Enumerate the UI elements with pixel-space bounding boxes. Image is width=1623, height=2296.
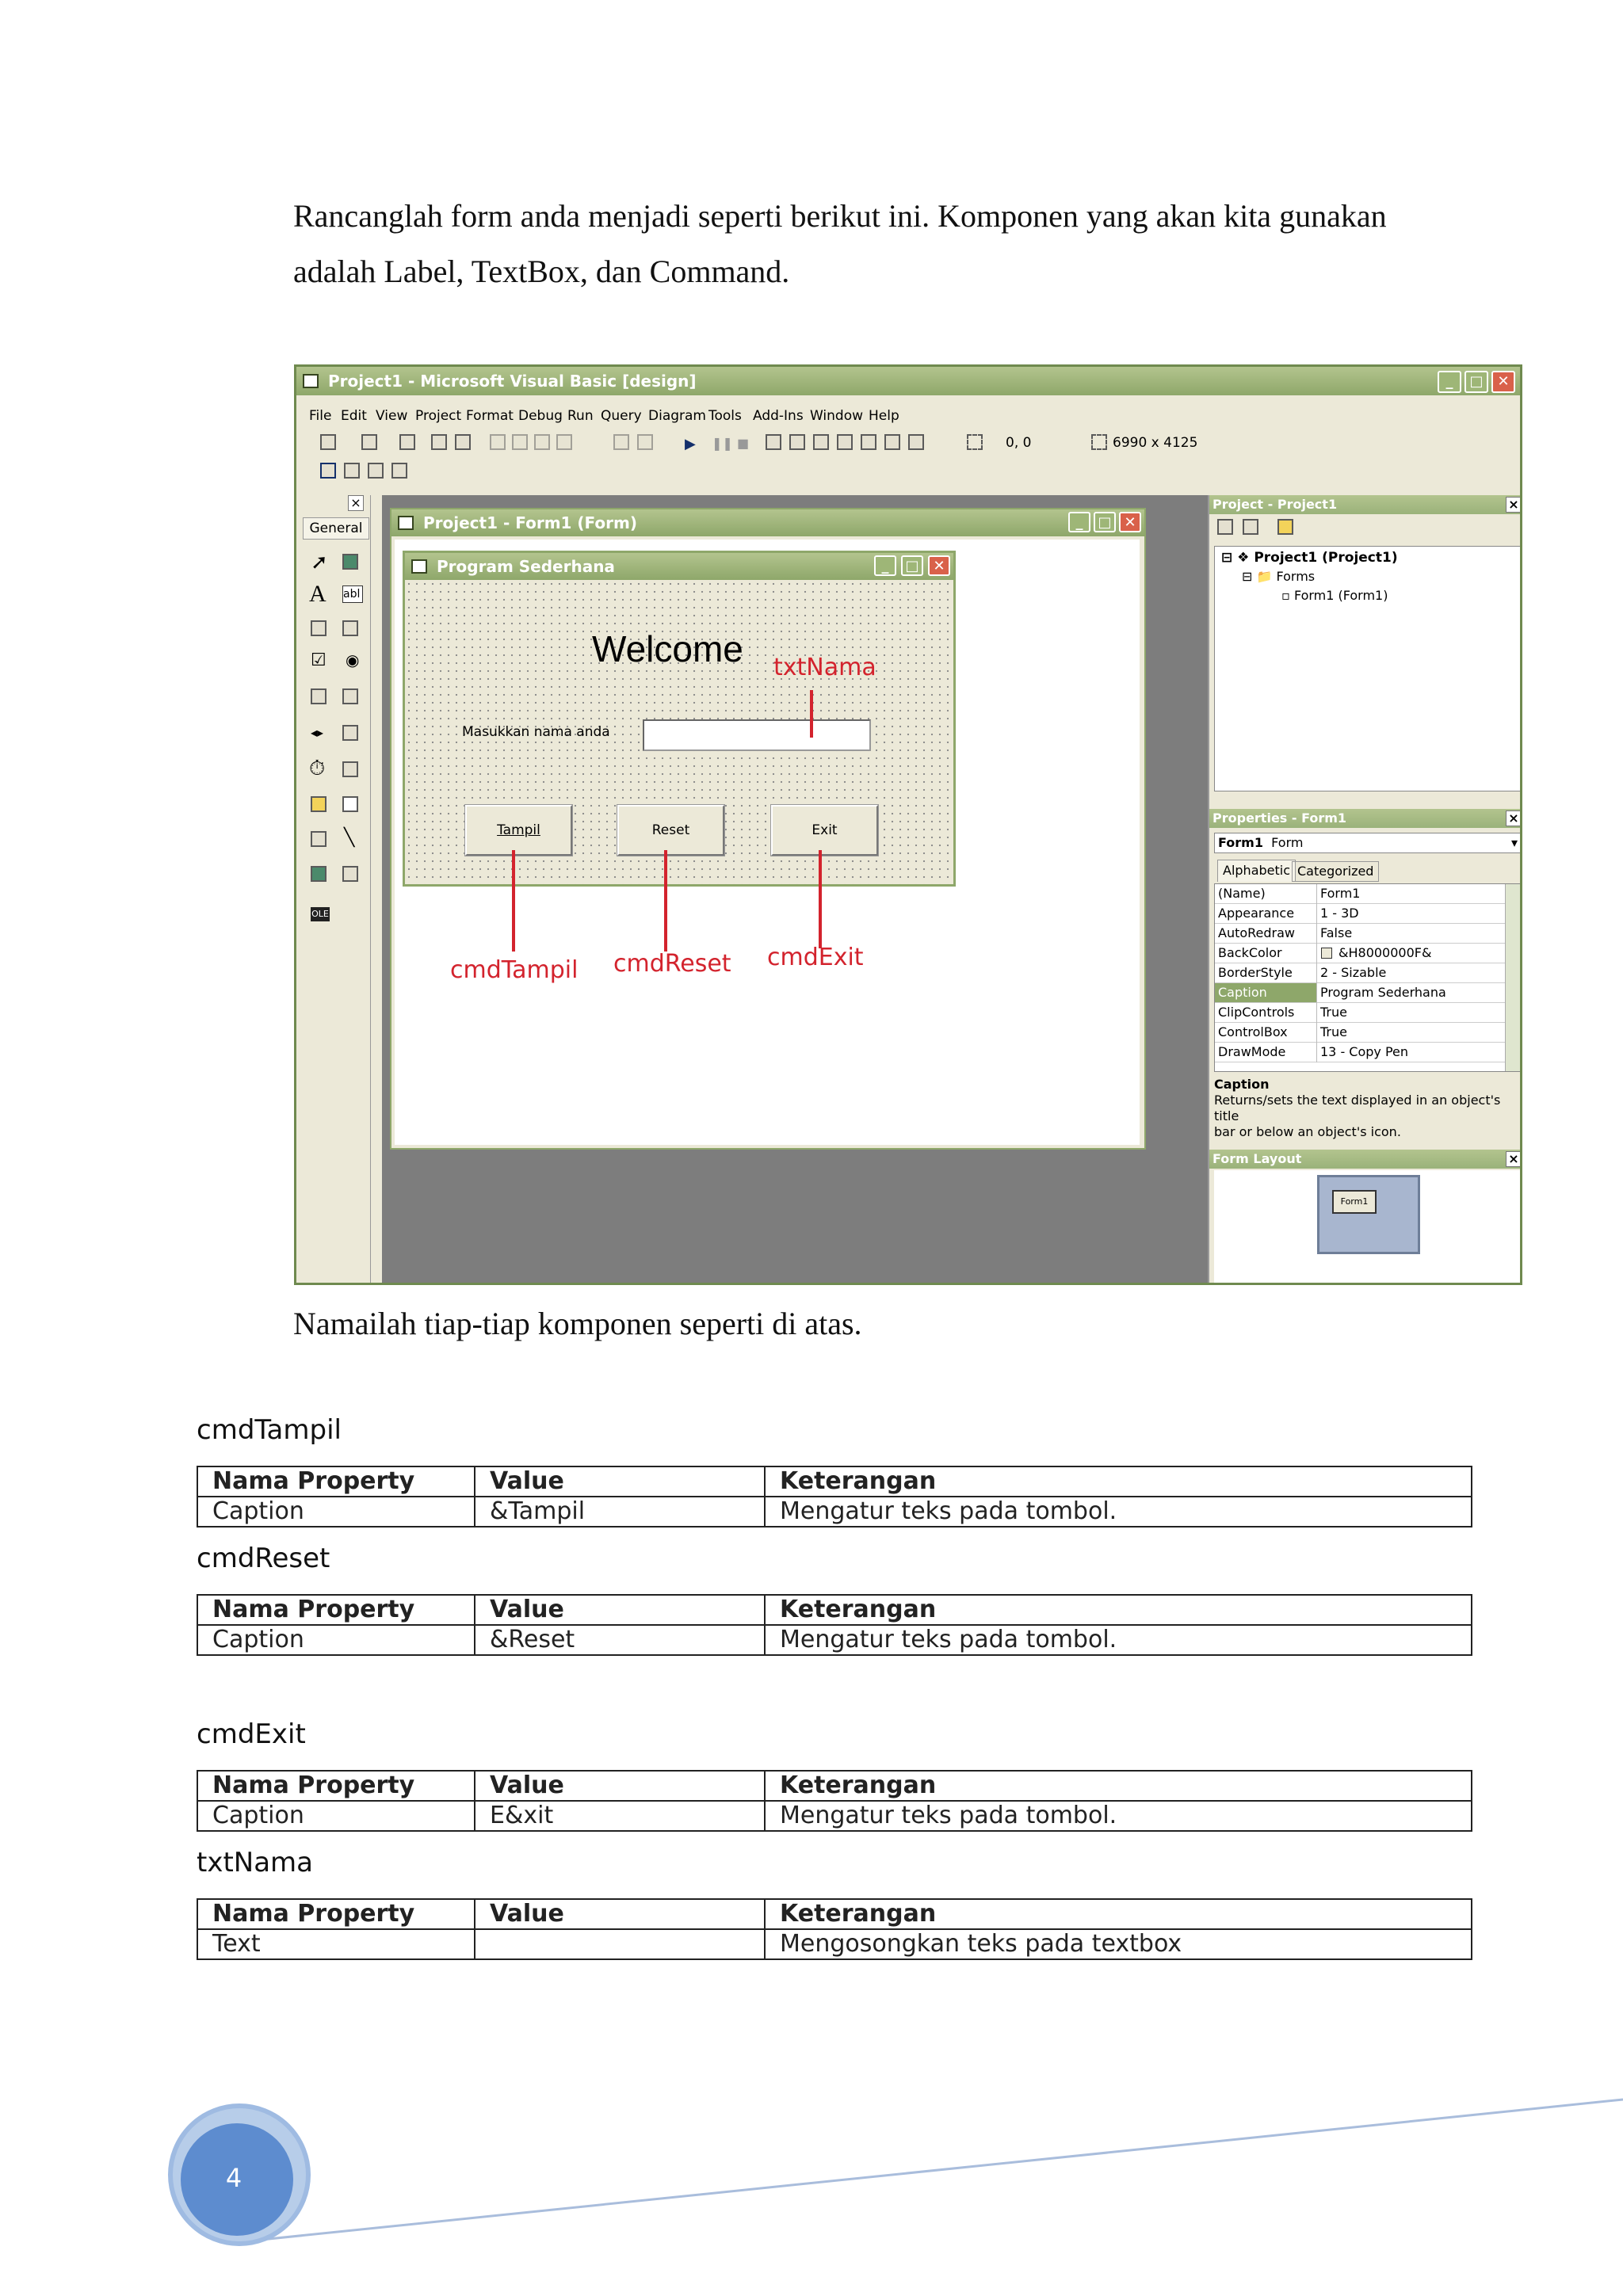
tree-form1-label: Form1 (Form1) — [1293, 588, 1388, 603]
data-tool-icon[interactable] — [342, 866, 358, 882]
project-explorer-icon[interactable] — [766, 434, 781, 450]
ole-tool-icon[interactable]: OLE — [311, 907, 330, 921]
page-number: 4 — [225, 2163, 242, 2193]
annotation-cmdtampil: cmdTampil — [450, 956, 579, 984]
menu-query[interactable]: Query — [601, 408, 642, 424]
cell-property: Text — [197, 1929, 475, 1959]
properties-object-select[interactable] — [1214, 833, 1522, 853]
intro-line-1: Rancanglah form anda menjadi seperti berikut ini. Komponen yang akan kita gunakan — [293, 198, 1387, 234]
project-panel-title: Project - Project1 — [1212, 497, 1338, 512]
menu-diagram[interactable]: Diagram — [648, 408, 706, 424]
cell-description: Mengatur teks pada tombol. — [765, 1801, 1472, 1831]
tab-categorized[interactable]: Categorized — [1292, 861, 1379, 882]
cut-icon[interactable] — [490, 434, 506, 450]
properties-grid — [1214, 883, 1522, 1072]
visual-component-icon[interactable] — [908, 434, 924, 450]
header-value: Value — [475, 1899, 765, 1929]
shape-tool-icon[interactable] — [311, 831, 327, 847]
dirlist-tool-icon[interactable] — [311, 796, 327, 812]
prop-name: ControlBox — [1218, 1024, 1288, 1039]
standard-toolbar — [296, 429, 1520, 456]
table-row — [197, 1929, 1472, 1959]
property-description-line2: bar or below an object's icon. — [1214, 1124, 1401, 1139]
prop-row[interactable] — [1215, 1043, 1521, 1062]
header-nama-property: Nama Property — [197, 1899, 475, 1929]
tree-project-root-label: Project1 (Project1) — [1254, 550, 1398, 566]
bring-to-front-icon[interactable] — [320, 463, 336, 479]
monitor-thumbnail — [1317, 1175, 1420, 1254]
table-row — [197, 1497, 1472, 1527]
timer-tool-icon[interactable]: ⏱ — [309, 757, 326, 780]
designer-maximize-button[interactable]: □ — [1094, 512, 1116, 532]
cell-description: Mengosongkan teks pada textbox — [765, 1929, 1472, 1959]
break-icon[interactable]: ❚❚ — [712, 436, 733, 451]
table-row — [197, 1625, 1472, 1655]
button-tampil[interactable] — [465, 805, 572, 856]
table-header-row — [197, 1595, 1472, 1625]
prop-name: AutoRedraw — [1218, 925, 1296, 940]
prop-value: True — [1320, 1024, 1347, 1039]
prop-value: 1 - 3D — [1320, 906, 1359, 921]
button-reset-label: Reset — [651, 822, 690, 838]
form-title: Program Sederhana — [437, 557, 615, 576]
form-designer-window — [390, 508, 1146, 1150]
form-title-bar — [405, 553, 953, 580]
form-program-sederhana[interactable] — [403, 551, 956, 887]
header-value: Value — [475, 1466, 765, 1497]
prop-value: &H8000000F& — [1338, 945, 1432, 960]
intro-line-2: adalah Label, TextBox, dan Command. — [293, 254, 790, 289]
property-description — [1214, 1077, 1522, 1140]
image-tool-icon[interactable] — [311, 866, 327, 882]
close-button[interactable]: ✕ — [1491, 371, 1515, 393]
properties-scrollbar[interactable] — [1505, 884, 1521, 1071]
textbox-txtnama[interactable] — [643, 719, 871, 751]
size-readout: 6990 x 4125 — [1113, 435, 1198, 451]
tree-forms-folder[interactable]: ⊟ 📁 Forms — [1242, 569, 1316, 584]
checkbox-tool-icon[interactable]: ☑ — [311, 650, 327, 670]
menu-run[interactable]: Run — [567, 408, 594, 424]
menu-bar — [296, 404, 1520, 426]
header-keterangan: Keterangan — [765, 1899, 1472, 1929]
properties-close-icon[interactable]: × — [1506, 810, 1522, 826]
cell-property: Caption — [197, 1625, 475, 1655]
annotation-cmdreset: cmdReset — [613, 950, 731, 978]
prop-value: True — [1320, 1005, 1347, 1020]
section-title-cmdexit: cmdExit — [197, 1718, 306, 1750]
toolbox-close-icon[interactable]: × — [348, 495, 364, 511]
chevron-down-icon: ▾ — [1510, 835, 1518, 850]
section-title-cmdreset: cmdReset — [197, 1543, 330, 1574]
drivelist-tool-icon[interactable] — [342, 761, 358, 777]
maximize-button[interactable]: □ — [1465, 371, 1488, 393]
cell-property: Caption — [197, 1801, 475, 1831]
menu-edit[interactable]: Edit — [341, 408, 367, 424]
table-header-row — [197, 1466, 1472, 1497]
header-value: Value — [475, 1771, 765, 1801]
paste-icon[interactable] — [534, 434, 550, 450]
pointer-tool-icon[interactable]: ➚ — [311, 551, 328, 574]
header-keterangan: Keterangan — [765, 1466, 1472, 1497]
textbox-tool-icon[interactable]: abl — [342, 585, 363, 603]
cell-property: Caption — [197, 1497, 475, 1527]
properties-object-name: Form1 — [1218, 835, 1263, 850]
form-minimize-button[interactable]: _ — [874, 555, 896, 576]
annotation-line-tampil — [512, 850, 515, 952]
ide-title-bar — [296, 367, 1520, 395]
annotation-cmdexit: cmdExit — [767, 944, 864, 971]
property-table-cmdreset — [197, 1594, 1472, 1656]
redo-icon[interactable] — [637, 434, 653, 450]
designer-close-button[interactable]: ✕ — [1119, 512, 1141, 532]
properties-panel-header — [1209, 809, 1522, 828]
property-description-line1: Returns/sets the text displayed in an object's title — [1214, 1093, 1501, 1123]
form-window-icon — [398, 516, 414, 530]
data-view-icon[interactable] — [884, 434, 900, 450]
add-form-icon[interactable] — [361, 434, 377, 450]
cell-description: Mengatur teks pada tombol. — [765, 1625, 1472, 1655]
property-description-title: Caption — [1214, 1077, 1270, 1092]
property-table-cmdtampil — [197, 1466, 1472, 1527]
designer-minimize-button[interactable]: _ — [1068, 512, 1090, 532]
header-keterangan: Keterangan — [765, 1595, 1472, 1625]
designer-title-bar — [391, 509, 1144, 536]
tree-form1[interactable]: ▫ Form1 (Form1) — [1281, 588, 1388, 603]
button-tampil-label: Tampil — [497, 822, 540, 838]
menu-project[interactable]: Project — [415, 408, 462, 424]
cell-description: Mengatur teks pada tombol. — [765, 1497, 1472, 1527]
menu-format[interactable]: Format — [466, 408, 514, 424]
form-layout-icon[interactable] — [813, 434, 829, 450]
view-code-icon[interactable] — [1217, 519, 1233, 535]
tab-alphabetic[interactable]: Alphabetic — [1217, 860, 1296, 882]
header-value: Value — [475, 1595, 765, 1625]
add-project-icon[interactable] — [320, 434, 336, 450]
form-icon — [411, 559, 427, 574]
size-icon — [1091, 434, 1107, 450]
menu-window[interactable]: Window — [810, 408, 864, 424]
prop-value: 2 - Sizable — [1320, 965, 1387, 980]
align-icon[interactable] — [368, 463, 384, 479]
prop-name: (Name) — [1218, 886, 1266, 901]
prop-name: Caption — [1215, 983, 1316, 1002]
menu-add-ins[interactable]: Add-Ins — [753, 408, 804, 424]
section-title-txtnama: txtNama — [197, 1847, 314, 1878]
commandbutton-tool-icon[interactable] — [342, 620, 358, 636]
menu-file[interactable]: File — [309, 408, 332, 424]
menu-tools[interactable]: Tools — [708, 408, 742, 424]
annotation-txtnama: txtNama — [773, 654, 876, 681]
menu-editor-icon[interactable] — [399, 434, 415, 450]
header-nama-property: Nama Property — [197, 1771, 475, 1801]
hscrollbar-tool-icon[interactable]: ◂▸ — [311, 725, 324, 740]
line-tool-icon[interactable]: ╲ — [344, 828, 355, 848]
right-dock — [1208, 495, 1522, 1285]
menu-view[interactable]: View — [376, 408, 408, 424]
open-icon[interactable] — [431, 434, 447, 450]
frame-tool-icon[interactable] — [311, 620, 327, 636]
vb-ide-screenshot — [294, 364, 1522, 1285]
copy-icon[interactable] — [512, 434, 528, 450]
properties-panel-title: Properties - Form1 — [1212, 810, 1347, 826]
label-tool-icon[interactable]: A — [309, 581, 327, 607]
prop-row[interactable] — [1215, 963, 1521, 983]
color-swatch — [1321, 948, 1332, 959]
header-keterangan: Keterangan — [765, 1771, 1472, 1801]
prop-value: 13 - Copy Pen — [1320, 1044, 1409, 1059]
optionbutton-tool-icon[interactable]: ◉ — [346, 650, 360, 669]
toggle-folders-icon[interactable] — [1277, 519, 1293, 535]
button-exit-label: Exit — [812, 822, 838, 838]
prop-name: DrawMode — [1218, 1044, 1286, 1059]
position-readout: 0, 0 — [1006, 435, 1032, 451]
button-reset[interactable] — [617, 805, 724, 856]
project-panel-header — [1209, 495, 1522, 514]
label-welcome[interactable]: Welcome — [592, 628, 743, 669]
end-icon[interactable]: ■ — [737, 436, 750, 451]
picturebox-tool-icon[interactable] — [342, 554, 358, 570]
combobox-tool-icon[interactable] — [311, 688, 327, 704]
header-nama-property: Nama Property — [197, 1466, 475, 1497]
prop-value: Program Sederhana — [1320, 985, 1446, 1000]
prop-row[interactable] — [1215, 884, 1521, 904]
property-table-cmdexit — [197, 1770, 1472, 1832]
label-masukkan-nama[interactable]: Masukkan nama anda — [462, 724, 610, 740]
table-header-row — [197, 1771, 1472, 1801]
form-layout-close-icon[interactable]: × — [1506, 1151, 1522, 1167]
prop-name: BorderStyle — [1218, 965, 1293, 980]
properties-object-type: Form — [1271, 835, 1304, 850]
vscrollbar-tool-icon[interactable] — [342, 725, 358, 741]
toolbox-icon[interactable] — [861, 434, 876, 450]
filelist-tool-icon[interactable] — [342, 796, 358, 812]
prop-name: ClipControls — [1218, 1005, 1295, 1020]
form-maximize-button[interactable]: □ — [901, 555, 923, 576]
find-icon[interactable] — [556, 434, 572, 450]
cell-value: &Tampil — [475, 1497, 765, 1527]
toolbox-panel — [301, 495, 371, 1285]
table-header-row — [197, 1899, 1472, 1929]
annotation-line-exit — [819, 850, 822, 948]
tree-forms-label: Forms — [1276, 569, 1316, 584]
menu-debug[interactable]: Debug — [518, 408, 563, 424]
prop-name: BackColor — [1218, 945, 1282, 960]
prop-row[interactable] — [1215, 944, 1521, 963]
form-layout-header — [1209, 1150, 1522, 1169]
section-title-cmdtampil: cmdTampil — [197, 1414, 342, 1446]
prop-row[interactable] — [1215, 904, 1521, 924]
toolbox-tab-general[interactable]: General — [303, 517, 369, 540]
table-row — [197, 1801, 1472, 1831]
ide-title: Project1 - Microsoft Visual Basic [design] — [328, 372, 697, 391]
form-editor-toolbar — [296, 457, 1520, 484]
cell-value: &Reset — [475, 1625, 765, 1655]
prop-value: False — [1320, 925, 1353, 940]
after-text: Namailah tiap-tiap komponen seperti di atas. — [293, 1306, 862, 1341]
designer-title: Project1 - Form1 (Form) — [423, 513, 637, 532]
form-close-button[interactable]: ✕ — [928, 555, 950, 576]
position-icon — [967, 434, 983, 450]
prop-row[interactable] — [1215, 924, 1521, 944]
vb-app-icon — [303, 374, 319, 388]
center-icon[interactable] — [391, 463, 407, 479]
project-close-icon[interactable]: × — [1506, 497, 1522, 513]
header-nama-property: Nama Property — [197, 1595, 475, 1625]
button-exit[interactable] — [771, 805, 878, 856]
form-thumbnail[interactable]: Form1 — [1332, 1190, 1377, 1214]
tree-project-root[interactable]: ⊟ ❖ Project1 (Project1) — [1221, 550, 1398, 566]
prop-row-selected[interactable] — [1215, 983, 1521, 1003]
listbox-tool-icon[interactable] — [342, 688, 358, 704]
cell-value — [475, 1929, 765, 1959]
prop-row[interactable] — [1215, 1003, 1521, 1023]
start-icon[interactable]: ▶ — [685, 436, 696, 452]
send-to-back-icon[interactable] — [344, 463, 360, 479]
view-object-icon[interactable] — [1243, 519, 1258, 535]
property-table-txtnama — [197, 1898, 1472, 1960]
project-tree — [1214, 546, 1522, 791]
menu-help[interactable]: Help — [869, 408, 899, 424]
object-browser-icon[interactable] — [837, 434, 853, 450]
cell-value: E&xit — [475, 1801, 765, 1831]
minimize-button[interactable]: _ — [1438, 371, 1461, 393]
prop-row[interactable] — [1215, 1023, 1521, 1043]
save-icon[interactable] — [455, 434, 471, 450]
properties-window-icon[interactable] — [789, 434, 805, 450]
prop-name: Appearance — [1218, 906, 1295, 921]
undo-icon[interactable] — [613, 434, 629, 450]
annotation-line-reset — [664, 850, 667, 952]
form-layout-area — [1214, 1170, 1522, 1285]
form-layout-title: Form Layout — [1212, 1151, 1302, 1166]
prop-value: Form1 — [1320, 886, 1361, 901]
annotation-line-txtnama — [810, 690, 813, 738]
